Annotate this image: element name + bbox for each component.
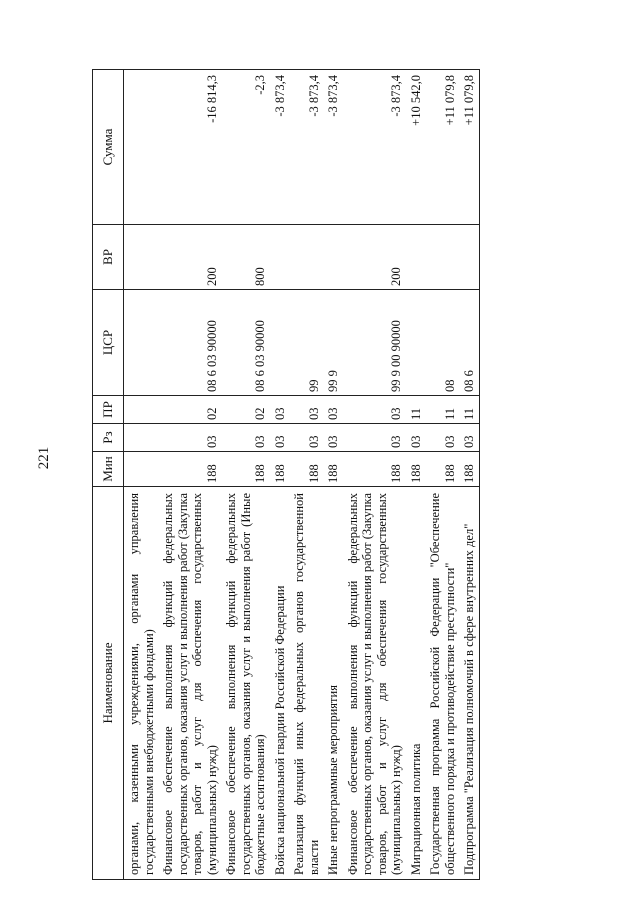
cell-rz: 03 [343,424,406,452]
header-pr: ПР [93,396,124,424]
table-header-row [93,70,124,880]
cell-vr: 200 [158,225,221,290]
cell-csr: 08 [425,290,459,396]
table-row [270,70,290,880]
cell-pr: 02 [158,396,221,424]
cell-pr: 11 [459,396,479,424]
cell-name: органами, казенными учреждениями, органами управления государственными внебюджетными фондами) [124,487,159,880]
cell-vr [124,225,159,290]
cell-min: 188 [158,452,221,487]
cell-csr: 08 6 03 90000 [158,290,221,396]
header-sum: Сумма [93,70,124,225]
cell-sum: +10 542,0 [406,70,426,225]
cell-csr: 08 6 03 90000 [221,290,270,396]
cell-sum: -3 873,4 [289,70,323,225]
cell-sum: -3 873,4 [270,70,290,225]
cell-csr: 99 9 [323,290,343,396]
cell-min: 188 [289,452,323,487]
table-row [289,70,323,880]
cell-csr [124,290,159,396]
cell-min [124,452,159,487]
cell-sum: +11 079,8 [425,70,459,225]
cell-pr: 02 [221,396,270,424]
table-row [459,70,479,880]
header-vr: ВР [93,225,124,290]
cell-rz: 03 [323,424,343,452]
cell-csr [406,290,426,396]
cell-vr [289,225,323,290]
cell-vr [406,225,426,290]
cell-name: Миграционная политика [406,487,426,880]
cell-vr: 200 [343,225,406,290]
cell-min: 188 [343,452,406,487]
cell-min: 188 [323,452,343,487]
cell-vr [323,225,343,290]
cell-vr: 800 [221,225,270,290]
cell-pr: 11 [425,396,459,424]
cell-name: Войска национальной гвардии Российской Федерации [270,487,290,880]
cell-name: Финансовое обеспечение выполнения функций федеральных государственных органов, оказания услуг и выполнения работ (Иные бюджетные ассигнования) [221,487,270,880]
page-number: 221 [36,446,52,470]
cell-sum: -2,3 [221,70,270,225]
cell-csr [270,290,290,396]
cell-rz: 03 [289,424,323,452]
cell-pr [124,396,159,424]
cell-pr: 03 [289,396,323,424]
rotated-page [92,70,597,880]
table-row [406,70,426,880]
table-row [221,70,270,880]
cell-rz [124,424,159,452]
cell-rz: 03 [221,424,270,452]
cell-rz: 03 [406,424,426,452]
table-row [323,70,343,880]
cell-min: 188 [406,452,426,487]
cell-rz: 03 [425,424,459,452]
cell-vr [425,225,459,290]
header-rz: Рз [93,424,124,452]
cell-min: 188 [425,452,459,487]
table-row [158,70,221,880]
cell-sum [124,70,159,225]
cell-rz: 03 [270,424,290,452]
cell-min: 188 [459,452,479,487]
cell-vr [270,225,290,290]
cell-pr: 03 [343,396,406,424]
cell-name: Иные непрограммные мероприятия [323,487,343,880]
cell-pr: 03 [270,396,290,424]
table-body [124,70,480,880]
header-csr: ЦСР [93,290,124,396]
header-name: Наименование [93,487,124,880]
cell-sum: -16 814,3 [158,70,221,225]
cell-name: Реализация функций иных федеральных органов государственной власти [289,487,323,880]
cell-pr: 11 [406,396,426,424]
cell-min: 188 [221,452,270,487]
cell-csr: 99 [289,290,323,396]
budget-table [92,69,480,880]
table-row [124,70,159,880]
cell-name: Финансовое обеспечение выполнения функций федеральных государственных органов, оказания услуг и выполнения работ (Закупка товаров, работ и услуг для обеспечения государственных (муниципальных) нужд) [343,487,406,880]
cell-name: Государственная программа Российской Федерации "Обеспечение общественного порядка и противодействие преступности" [425,487,459,880]
cell-csr: 99 9 00 90000 [343,290,406,396]
header-min: Мин [93,452,124,487]
cell-name: Подпрограмма "Реализация полномочий в сфере внутренних дел" [459,487,479,880]
table-row [343,70,406,880]
cell-name: Финансовое обеспечение выполнения функций федеральных государственных органов, оказания услуг и выполнения работ (Закупка товаров, работ и услуг для обеспечения государственных (муниципальных) нужд) [158,487,221,880]
cell-csr: 08 6 [459,290,479,396]
cell-sum: -3 873,4 [343,70,406,225]
cell-rz: 03 [459,424,479,452]
cell-sum: +11 079,8 [459,70,479,225]
cell-pr: 03 [323,396,343,424]
table-row [425,70,459,880]
cell-min: 188 [270,452,290,487]
cell-sum: -3 873,4 [323,70,343,225]
cell-rz: 03 [158,424,221,452]
cell-vr [459,225,479,290]
